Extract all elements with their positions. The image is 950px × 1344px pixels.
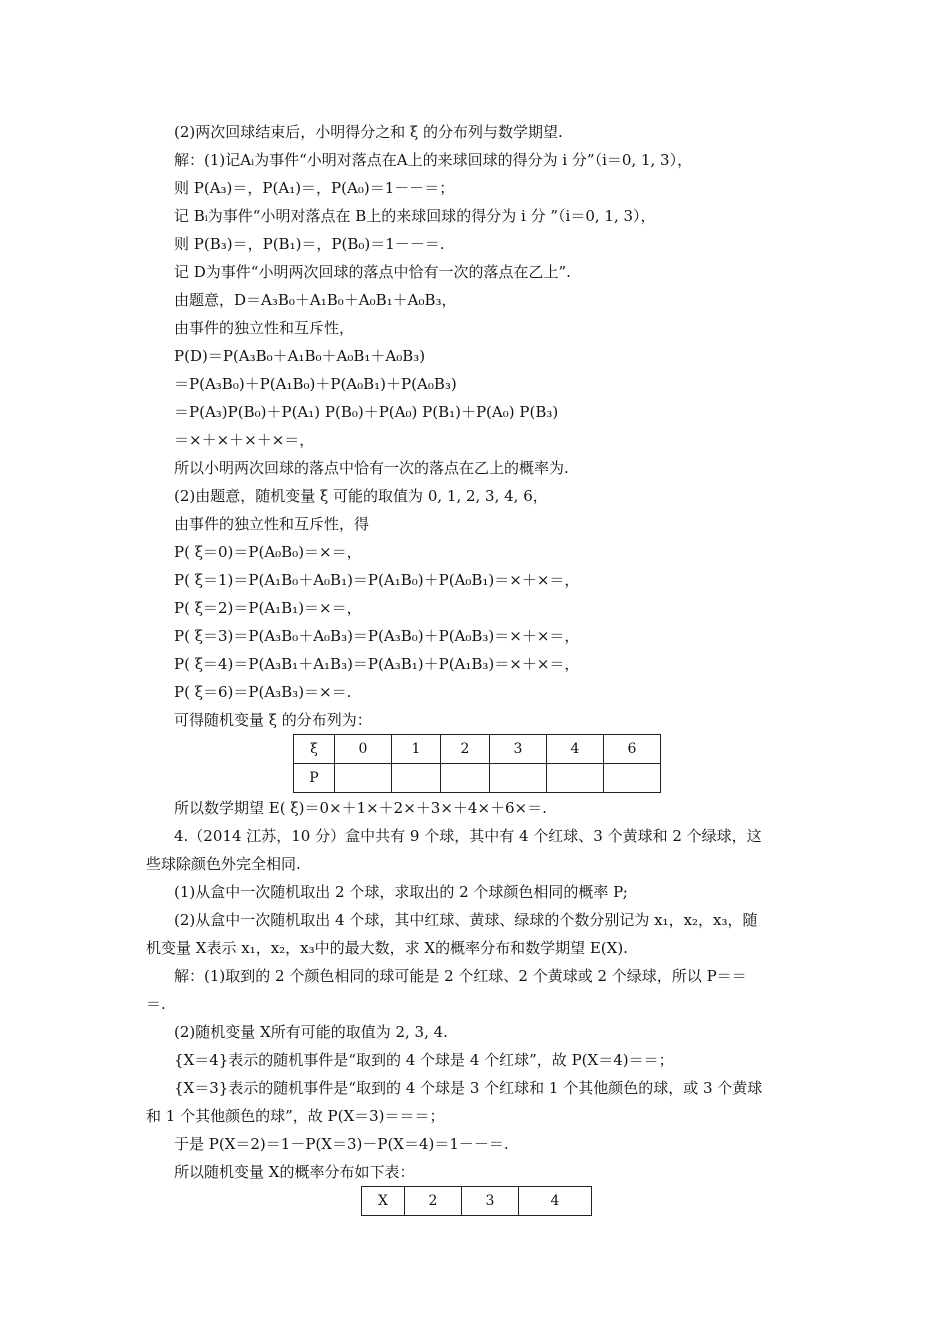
text-line: 机变量 X表示 x₁，x₂，x₃中的最大数，求 X的概率分布和数学期望 E(X). [146, 939, 628, 957]
question-1: (1)从盒中一次随机取出 2 个球，求取出的 2 个球颜色相同的概率 P; [174, 883, 628, 901]
text-line: 由题意，D＝A₃B₀＋A₁B₀＋A₀B₁＋A₀B₃， [174, 291, 457, 309]
table-cell: X [362, 1187, 405, 1216]
table-cell: 3 [490, 735, 547, 764]
table-row [294, 735, 661, 764]
table-cell: P [294, 764, 335, 793]
table-cell [441, 764, 490, 793]
question-2: (2)从盒中一次随机取出 4 个球，其中红球、黄球、绿球的个数分别记为 x₁，x₂，x₃，随 [174, 911, 758, 929]
text-line: ＝. [146, 995, 166, 1013]
text-line: 所以小明两次回球的落点中恰有一次的落点在乙上的概率为. [174, 459, 569, 477]
table-cell [604, 764, 661, 793]
solution-line: {X＝3}表示的随机事件是“取到的 4 个球是 3 个红球和 1 个其他颜色的球，或 3 个黄球 [174, 1079, 763, 1097]
text-line: ＝×＋×＋×＋×＝， [174, 431, 315, 449]
text-line: P( ξ＝4)＝P(A₃B₁＋A₁B₃)＝P(A₃B₁)＋P(A₁B₃)＝×＋×＝， [174, 655, 580, 673]
table-cell [490, 764, 547, 793]
table-cell: 3 [462, 1187, 519, 1216]
problem-heading: 4.（2014 江苏，10 分）盒中共有 9 个球，其中有 4 个红球、3 个黄球和 2 个绿球，这 [174, 827, 762, 845]
text-line: 可得随机变量 ξ 的分布列为： [174, 711, 372, 729]
table-cell: 0 [335, 735, 392, 764]
text-line: 记 Bᵢ为事件“小明对落点在 B上的来球回球的得分为 i 分 ”（i＝0, 1, 3）， [174, 207, 656, 225]
text-line: P( ξ＝2)＝P(A₁B₁)＝×＝， [174, 599, 362, 617]
text-line: 则 P(A₃)＝，P(A₁)＝，P(A₀)＝1－－＝； [174, 179, 455, 197]
table-cell: 6 [604, 735, 661, 764]
text-line: ＝P(A₃B₀)＋P(A₁B₀)＋P(A₀B₁)＋P(A₀B₃) [174, 375, 457, 393]
solution-line: 解：(1)取到的 2 个颜色相同的球可能是 2 个红球、2 个黄球或 2 个绿球，所以 P＝＝ [174, 967, 747, 985]
text-line: P( ξ＝6)＝P(A₃B₃)＝×＝. [174, 683, 352, 701]
text-line: ＝P(A₃)P(B₀)＋P(A₁) P(B₀)＋P(A₀) P(B₁)＋P(A₀) P(B₃) [174, 403, 559, 421]
x-distribution-table [361, 1186, 592, 1216]
table-cell: 2 [405, 1187, 462, 1216]
table-cell: 4 [519, 1187, 592, 1216]
table-cell: 2 [441, 735, 490, 764]
table-row [294, 764, 661, 793]
table-cell [547, 764, 604, 793]
text-line: P( ξ＝3)＝P(A₃B₀＋A₀B₃)＝P(A₃B₀)＋P(A₀B₃)＝×＋×＝， [174, 627, 580, 645]
text-line: (2)两次回球结束后，小明得分之和 ξ 的分布列与数学期望. [174, 123, 563, 141]
text-line: 解：(1)记Aᵢ为事件“小明对落点在A上的来球回球的得分为 i 分”（i＝0, 1, 3）， [174, 151, 693, 169]
table-cell: 1 [392, 735, 441, 764]
text-line: 则 P(B₃)＝，P(B₁)＝，P(B₀)＝1－－＝. [174, 235, 445, 253]
text-line: 和 1 个其他颜色的球”，故 P(X＝3)＝＝＝； [146, 1107, 445, 1125]
solution-line: (2)随机变量 X所有可能的取值为 2, 3, 4. [174, 1023, 448, 1041]
table-cell: ξ [294, 735, 335, 764]
table-row [362, 1187, 592, 1216]
text-line: P( ξ＝0)＝P(A₀B₀)＝×＝， [174, 543, 362, 561]
text-line: 由事件的独立性和互斥性， [174, 319, 355, 337]
xi-distribution-table [293, 734, 661, 793]
expectation-line: 所以数学期望 E( ξ)＝0×＋1×＋2×＋3×＋4×＋6×＝. [174, 799, 547, 817]
solution-line: 于是 P(X＝2)＝1－P(X＝3)－P(X＝4)＝1－－＝. [174, 1135, 509, 1153]
solution-line: 所以随机变量 X的概率分布如下表： [174, 1163, 415, 1181]
text-line: 由事件的独立性和互斥性，得 [174, 515, 370, 533]
table-cell [335, 764, 392, 793]
table-cell: 4 [547, 735, 604, 764]
text-line: P(D)＝P(A₃B₀＋A₁B₀＋A₀B₁＋A₀B₃) [174, 347, 426, 365]
solution-line: {X＝4}表示的随机事件是“取到的 4 个球是 4 个红球”，故 P(X＝4)＝＝； [174, 1051, 674, 1069]
text-line: P( ξ＝1)＝P(A₁B₀＋A₀B₁)＝P(A₁B₀)＋P(A₀B₁)＝×＋×＝， [174, 571, 580, 589]
table-cell [392, 764, 441, 793]
text-line: (2)由题意，随机变量 ξ 可能的取值为 0, 1, 2, 3, 4, 6， [174, 487, 548, 505]
text-line: 些球除颜色外完全相同. [146, 855, 301, 873]
text-line: 记 D为事件“小明两次回球的落点中恰有一次的落点在乙上”. [174, 263, 571, 281]
